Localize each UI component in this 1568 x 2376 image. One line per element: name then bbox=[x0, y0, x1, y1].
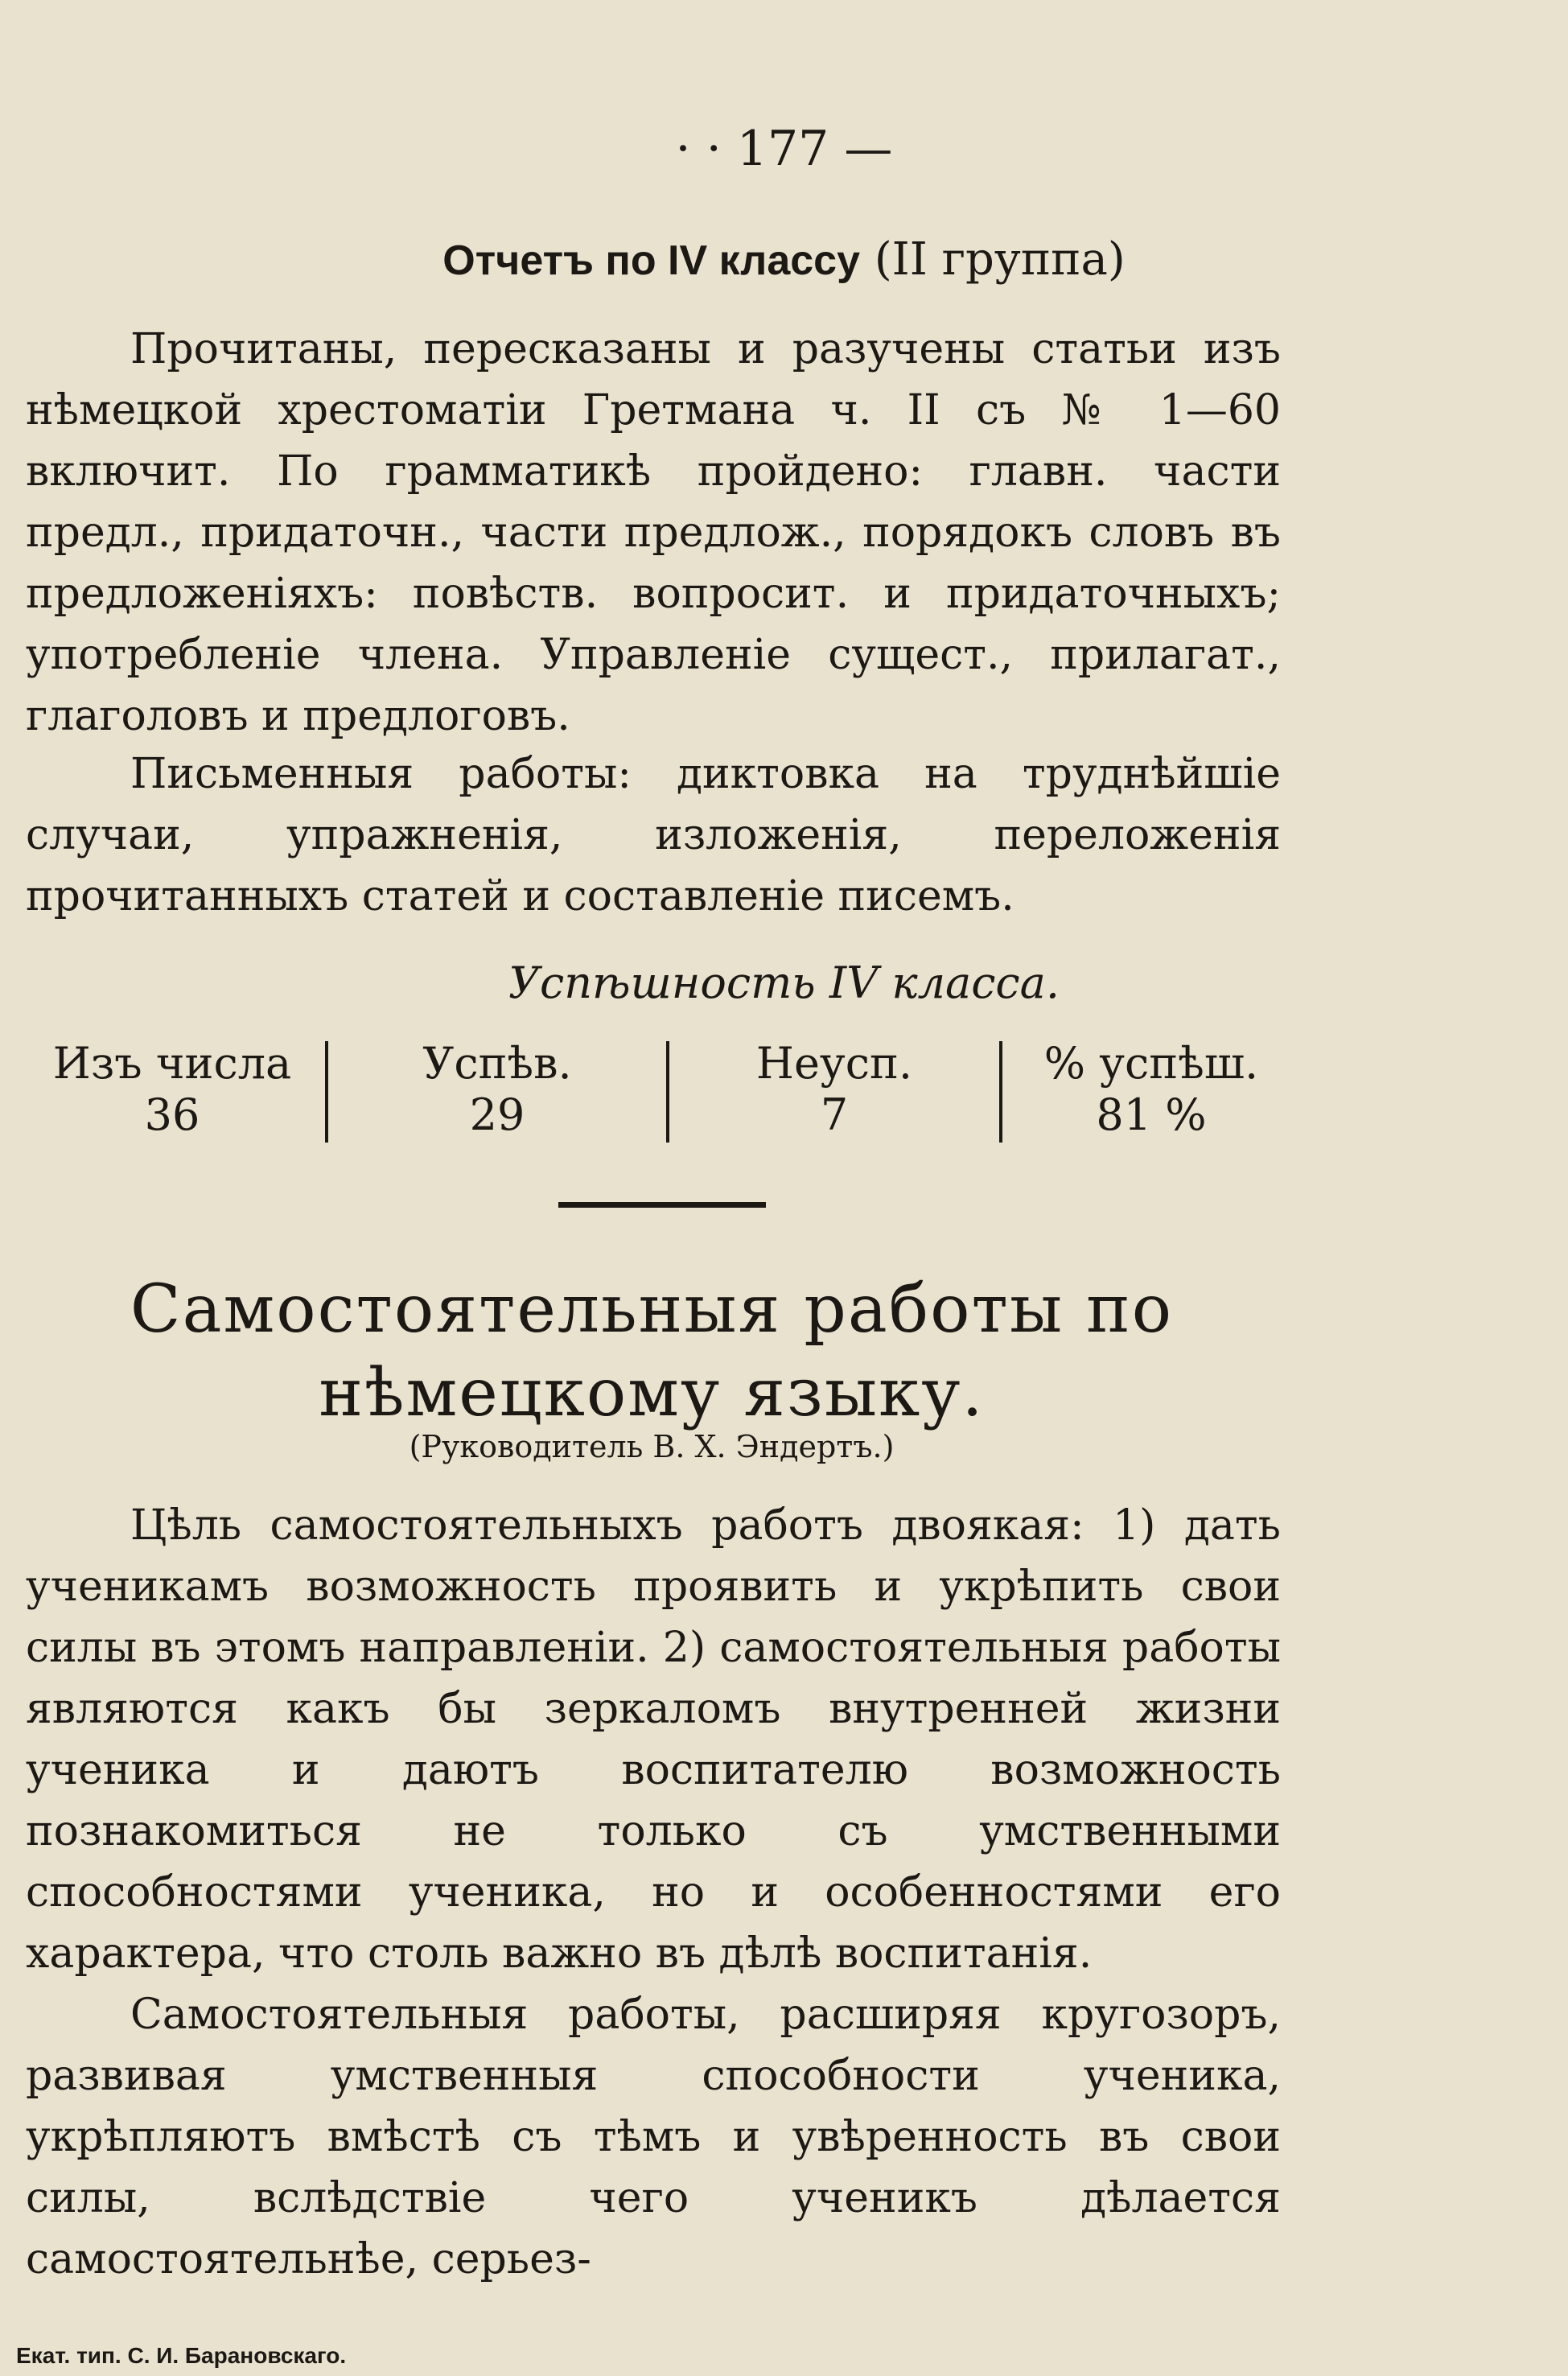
stats-header: Изъ числа bbox=[52, 1038, 292, 1089]
section-title-main: Отчетъ по IV классу bbox=[442, 237, 860, 284]
stats-col-passed bbox=[328, 1038, 666, 1143]
paragraph-benefits: Самостоятельныя работы, расширяя кругозоръ, развивая умственныя способности ученика, укрѣпляютъ вмѣстѣ съ тѣмъ и увѣренность въ свои силы, вслѣдствіе чего ученикъ дѣлается самостоятельнѣе, серьез- bbox=[26, 1991, 1281, 2283]
stats-col-percent bbox=[1002, 1038, 1300, 1143]
stats-value: 29 bbox=[469, 1089, 525, 1140]
stats-caption: Успѣшность IV класса. bbox=[508, 957, 1060, 1008]
page-number: · · 177 — bbox=[675, 121, 893, 177]
section-title bbox=[0, 233, 1568, 286]
section-divider bbox=[558, 1202, 766, 1208]
stats-value: 81 % bbox=[1096, 1089, 1207, 1140]
stats-col-failed bbox=[669, 1038, 999, 1143]
stats-header: % успѣш. bbox=[1043, 1038, 1259, 1089]
paragraph-purpose: Цѣль самостоятельныхъ работъ двоякая: 1) дать ученикамъ возможность проявить и укрѣпить свои силы въ этомъ направленіи. 2) самостоятельныя работы являются какъ бы зеркаломъ внутренней жизни ученика и даютъ воспитателю возможность познакомиться не только съ умственными способностями ученика, но и особенностями его характера, что столь важно въ дѣлѣ воспитанія. bbox=[26, 1501, 1281, 1978]
printer-imprint: Екат. тип. С. И. Барановскаго. bbox=[16, 2343, 347, 2368]
stats-table bbox=[19, 1038, 1307, 1143]
paragraph-reading: Прочитаны, пересказаны и разучены статьи изъ нѣмецкой хрестоматіи Гретмана ч. II съ № 1—60 включит. По грамматикѣ пройдено: главн. части предл., придаточн., части предлож., порядокъ словъ въ предложеніяхъ: повѣств. вопросит. и придаточныхъ; употребленіе члена. Управленіе сущест., прилагат., глаголовъ и предлоговъ. bbox=[26, 325, 1281, 740]
chapter-heading: Самостоятельныя работы по нѣмецкому языку. bbox=[130, 1271, 1174, 1431]
stats-header: Неусп. bbox=[755, 1038, 913, 1089]
section-title-group: (II группа) bbox=[874, 233, 1126, 286]
stats-header: Успѣв. bbox=[422, 1038, 572, 1089]
stats-value: 36 bbox=[144, 1089, 200, 1140]
stats-value: 7 bbox=[820, 1089, 849, 1140]
paragraph-written-work: Письменныя работы: диктовка на труднѣйшіе случаи, упражненія, изложенія, переложенія прочитанныхъ статей и составленіе писемъ. bbox=[26, 750, 1281, 920]
supervisor-line: (Руководитель В. Х. Эндертъ.) bbox=[409, 1429, 895, 1464]
stats-col-total bbox=[19, 1038, 325, 1143]
